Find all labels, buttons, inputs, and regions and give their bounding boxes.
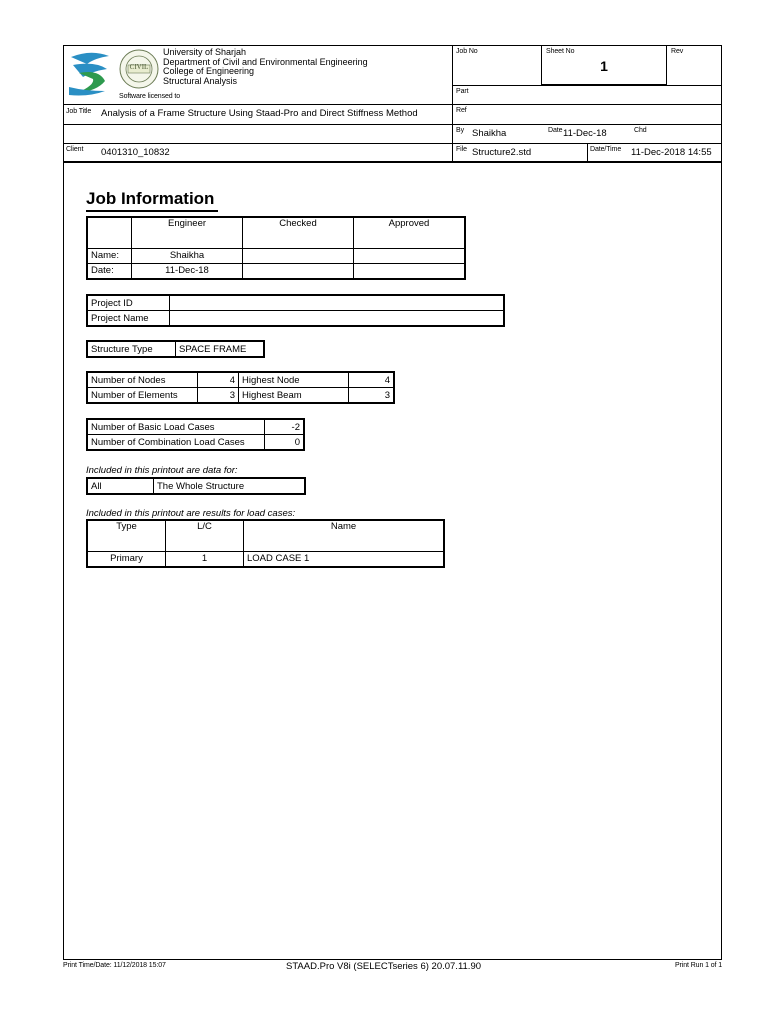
- part-label: Part: [456, 88, 469, 95]
- checked-date: [243, 263, 354, 279]
- print-run: Print Run 1 of 1: [674, 962, 722, 969]
- project-id-value: [170, 295, 505, 311]
- combo-load-label: Number of Combination Load Cases: [87, 435, 265, 451]
- job-title-label: Job Title: [66, 108, 92, 115]
- datetime-value: 11-Dec-2018 14:55: [631, 147, 712, 158]
- university-logo-icon: [65, 47, 117, 99]
- load-case-table: [86, 519, 445, 568]
- header-divider: [63, 104, 722, 105]
- load-case-count-table: [86, 418, 305, 451]
- approved-date: [354, 263, 466, 279]
- header-divider: [452, 45, 453, 162]
- software-version: STAAD.Pro V8i (SELECTseries 6) 20.07.11.90: [286, 961, 482, 972]
- row-date-label: Date:: [87, 263, 132, 279]
- structure-type-label: Structure Type: [87, 341, 176, 357]
- file-label: File: [456, 146, 467, 153]
- signoff-corner-cell: [87, 217, 132, 248]
- job-information-title: Job Information: [86, 189, 215, 208]
- engineer-name: Shaikha: [132, 248, 243, 263]
- project-name-value: [170, 311, 505, 327]
- header-divider: [63, 143, 722, 144]
- model-size-table: [86, 371, 395, 404]
- lc-col-type: Type: [87, 520, 166, 551]
- highest-node-value: 4: [349, 372, 395, 388]
- lc-type: Primary: [87, 551, 166, 567]
- num-elements-value: 3: [198, 388, 239, 404]
- col-approved: Approved: [354, 217, 466, 248]
- row-name-label: Name:: [87, 248, 132, 263]
- date-label: Date: [548, 127, 563, 134]
- checked-name: [243, 248, 354, 263]
- department-name: Department of Civil and Environmental Engineering: [163, 56, 368, 67]
- datetime-label: Date/Time: [590, 146, 622, 153]
- highest-beam-value: 3: [349, 388, 395, 404]
- header-divider: [63, 124, 722, 125]
- course-name: Structural Analysis: [163, 75, 238, 86]
- data-scope-desc: The Whole Structure: [154, 478, 306, 494]
- sheet-no-value: 1: [600, 58, 608, 74]
- data-scope-table: [86, 477, 306, 495]
- print-time: Print Time/Date: 11/12/2018 15:07: [63, 962, 166, 969]
- title-underline: [86, 210, 218, 212]
- job-title: Analysis of a Frame Structure Using Staad-Pro and Direct Stiffness Method: [101, 108, 418, 119]
- date-value: 11-Dec-18: [563, 128, 607, 139]
- seal-text: CIVIL: [129, 63, 149, 71]
- university-logo: [65, 47, 117, 99]
- structure-type-value: SPACE FRAME: [176, 341, 265, 357]
- combo-load-value: 0: [265, 435, 305, 451]
- project-id-label: Project ID: [87, 295, 170, 311]
- institution-block: [163, 48, 368, 86]
- college-name: College of Engineering: [163, 66, 255, 76]
- col-checked: Checked: [243, 217, 354, 248]
- highest-beam-label: Highest Beam: [239, 388, 349, 404]
- lc-number: 1: [166, 551, 244, 567]
- header-bottom-border: [63, 161, 722, 163]
- lc-col-name: Name: [244, 520, 445, 551]
- num-nodes-label: Number of Nodes: [87, 372, 198, 388]
- ref-label: Ref: [456, 107, 467, 114]
- header-divider: [587, 143, 588, 161]
- software-licensed-label: Software licensed to: [119, 93, 181, 100]
- num-elements-label: Number of Elements: [87, 388, 198, 404]
- job-no-label: Job No: [456, 48, 478, 55]
- lc-name: LOAD CASE 1: [244, 551, 445, 567]
- rev-label: Rev: [671, 48, 684, 55]
- header-divider: [452, 85, 722, 86]
- basic-load-label: Number of Basic Load Cases: [87, 419, 265, 435]
- highest-node-label: Highest Node: [239, 372, 349, 388]
- by-label: By: [456, 127, 464, 134]
- page-frame: [63, 45, 722, 960]
- by-value: Shaikha: [472, 128, 507, 139]
- data-scope: All: [87, 478, 154, 494]
- sheet-no-label: Sheet No: [546, 48, 575, 55]
- col-engineer: Engineer: [132, 217, 243, 248]
- approved-name: [354, 248, 466, 263]
- client-label: Client: [66, 146, 84, 153]
- client-value: 0401310_10832: [101, 147, 170, 158]
- included-results-note: Included in this printout are results for load cases:: [86, 508, 296, 519]
- engineer-date: 11-Dec-18: [132, 263, 243, 279]
- department-seal: [118, 48, 160, 90]
- num-nodes-value: 4: [198, 372, 239, 388]
- university-name: University of Sharjah: [163, 47, 247, 57]
- project-table: [86, 294, 505, 327]
- included-data-note: Included in this printout are data for:: [86, 465, 238, 476]
- signoff-table: [86, 216, 466, 280]
- structure-type-table: [86, 340, 265, 358]
- lc-col-lc: L/C: [166, 520, 244, 551]
- file-value: Structure2.std: [472, 147, 532, 158]
- chd-label: Chd: [634, 127, 647, 134]
- project-name-label: Project Name: [87, 311, 170, 327]
- basic-load-value: -2: [265, 419, 305, 435]
